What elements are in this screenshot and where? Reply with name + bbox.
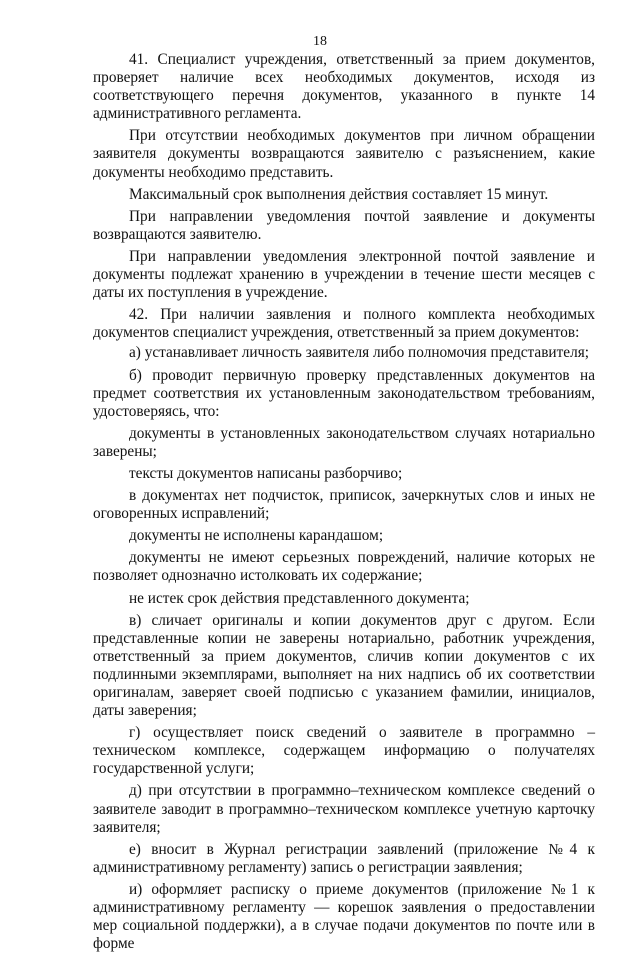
- paragraph-41: 41. Специалист учреждения, ответственный за прием документов, проверяет наличие всех необходимых документов, исходя из соответствующего перечня документов, указанного в пункте 14 административного регламента.: [93, 51, 595, 123]
- paragraph-max-time: Максимальный срок выполнения действия составляет 15 минут.: [129, 185, 549, 203]
- list-item-b: б) проводит первичную проверку представленных документов на предмет соответствия их установленным законодательством требованиям, удостоверяясь, что:: [93, 366, 595, 420]
- paragraph-email-notification: При направлении уведомления электронной почтой заявление и документы подлежат хранению в учреждении в течение шести месяцев с даты их поступления в учреждение.: [93, 247, 595, 302]
- paragraph-42: 42. При наличии заявления и полного комплекта необходимых документов специалист учреждения, ответственный за прием документов:: [93, 306, 595, 342]
- paragraph-missing-documents: При отсутствии необходимых документов при личном обращении заявителя документы возвращаются заявителю с разъяснением, какие документы необходимо представить.: [93, 127, 595, 181]
- list-item-i: и) оформляет расписку о приеме документов (приложение №1 к административному регламенту — корешок заявления о предоставлении мер социальной поддержки), а в случае подачи документов по почте или в форме: [93, 880, 595, 953]
- check-not-expired: не истек срок действия представленного документа;: [129, 589, 470, 607]
- check-notarized: документы в установленных законодательством случаях нотариально заверены;: [93, 424, 595, 460]
- check-no-corrections: в документах нет подчисток, приписок, зачеркнутых слов и иных не оговоренных исправлений;: [93, 487, 595, 523]
- page-number: 18: [313, 34, 327, 49]
- list-item-v: в) сличает оригиналы и копии документов друг с другом. Если представленные копии не заверены нотариально, работник учреждения, ответственный за прием документов, сличив копии документов с их подлинными экземплярами, выполняет на них надпись об их соответствии оригиналам, заверяет своей подписью с указанием фамилии, инициалов, даты заверения;: [93, 611, 595, 720]
- check-legible: тексты документов написаны разборчиво;: [129, 464, 403, 482]
- list-item-g: г) осуществляет поиск сведений о заявителе в программно – техническом комплексе, содержащем информацию о получателях государственной услуги;: [93, 724, 595, 778]
- list-item-a: а) устанавливает личность заявителя либо полномочия представителя;: [129, 344, 589, 362]
- check-no-pencil: документы не исполнены карандашом;: [129, 527, 384, 545]
- list-item-e: е) вносит в Журнал регистрации заявлений (приложение №4 к административному регламенту) запись о регистрации заявления;: [93, 840, 595, 876]
- document-body: [93, 51, 595, 953]
- paragraph-mail-notification: При направлении уведомления почтой заявление и документы возвращаются заявителю.: [93, 207, 595, 243]
- list-item-d: д) при отсутствии в программно–техническом комплексе сведений о заявителе заводит в программно–техническом комплексе учетную карточку заявителя;: [93, 782, 595, 836]
- check-no-damage: документы не имеют серьезных повреждений, наличие которых не позволяет однозначно истолковать их содержание;: [93, 549, 595, 585]
